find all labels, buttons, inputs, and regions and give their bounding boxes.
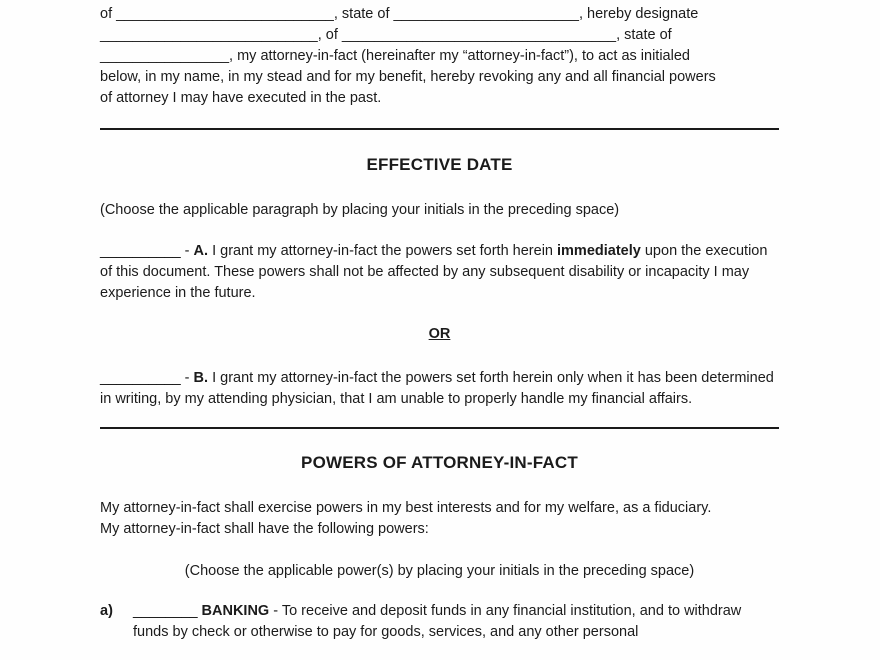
effective-date-heading: EFFECTIVE DATE xyxy=(366,155,513,174)
initials-blank-b: __________ xyxy=(100,370,181,386)
intro-line-3: ________________, my attorney-in-fact (hereinafter my “attorney-in-fact”), to act as initialed xyxy=(100,48,690,64)
or-label: OR xyxy=(428,326,451,342)
power-item-a-letter: a) xyxy=(100,603,113,619)
power-item-a-text: - To receive and deposit funds in any financial institution, and to withdraw funds by check or otherwise to pay for goods, services, and any other personal xyxy=(133,603,742,640)
powers-intro-paragraph xyxy=(100,498,779,540)
section-divider-2 xyxy=(100,427,779,429)
powers-instruction: (Choose the applicable power(s) by placing your initials in the preceding space) xyxy=(184,563,695,579)
powers-heading: POWERS OF ATTORNEY-IN-FACT xyxy=(301,453,578,472)
paragraph-a-text-2: upon the execution of this document. These powers shall not be affected by any subsequent disability or incapacity I may experience in the future. xyxy=(100,243,768,301)
paragraph-a-text-1: I grant my attorney-in-fact the powers set forth herein xyxy=(208,243,558,259)
paragraph-a-bold-word: immediately xyxy=(557,243,641,259)
intro-line-1: of ___________________________, state of _______________________, hereby designate xyxy=(100,6,699,22)
paragraph-b xyxy=(100,368,779,410)
or-separator xyxy=(100,324,779,345)
paragraph-b-dash: - xyxy=(180,370,194,386)
paragraph-a xyxy=(100,241,779,304)
initials-blank-a: __________ xyxy=(100,243,181,259)
power-item-a-title: BANKING xyxy=(201,603,270,619)
intro-line-4: below, in my name, in my stead and for my benefit, hereby revoking any and all financial powers xyxy=(100,69,716,85)
powers-intro-line-1: My attorney-in-fact shall exercise powers in my best interests and for my welfare, as a fiduciary. xyxy=(100,500,712,516)
section-divider xyxy=(100,128,779,130)
effective-date-instruction: (Choose the applicable paragraph by placing your initials in the preceding space) xyxy=(100,202,620,218)
paragraph-b-text: I grant my attorney-in-fact the powers set forth herein only when it has been determined in writing, by my attending physician, that I am unable to properly handle my financial affairs. xyxy=(100,370,774,407)
intro-line-2: ___________________________, of __________________________________, state of xyxy=(100,27,672,43)
power-item-a xyxy=(100,601,779,643)
designation-paragraph xyxy=(100,4,779,109)
paragraph-b-label: B. xyxy=(193,370,209,386)
intro-line-5: of attorney I may have executed in the past. xyxy=(100,90,382,106)
powers-intro-line-2: My attorney-in-fact shall have the following powers: xyxy=(100,521,429,537)
paragraph-a-label: A. xyxy=(193,243,209,259)
initials-blank-banking: ________ xyxy=(133,603,198,619)
paragraph-a-dash: - xyxy=(180,243,194,259)
